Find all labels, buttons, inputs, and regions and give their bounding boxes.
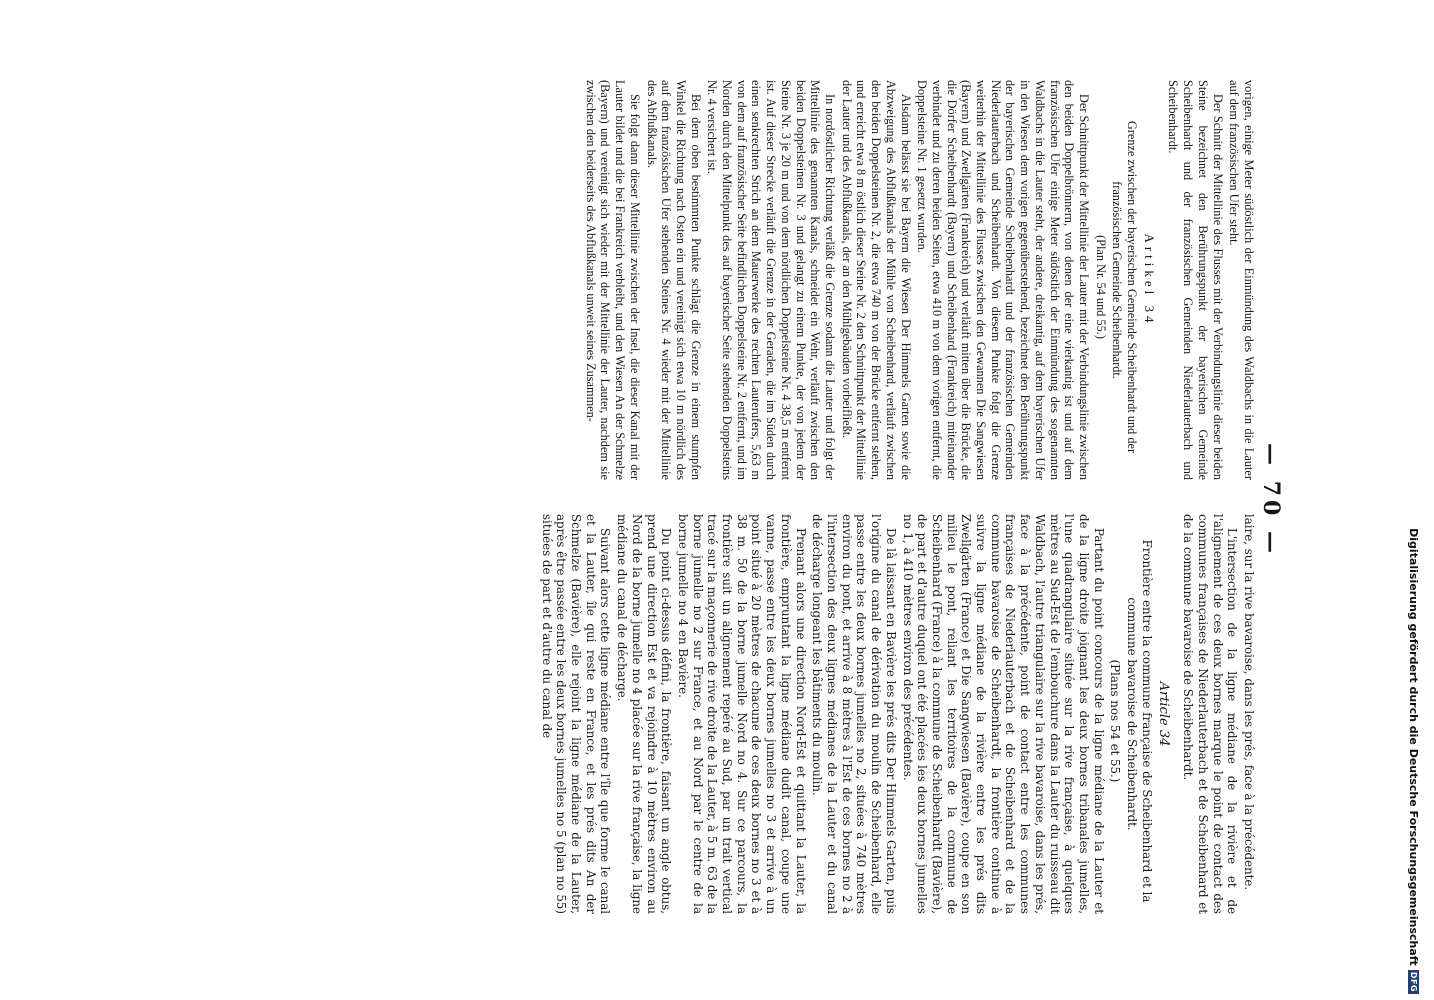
french-plan-reference: (Plans nos 54 et 55.) xyxy=(1108,659,1123,783)
french-intro: laire, sur la rive bavaroise, dans les prés, face à la précédente. xyxy=(1242,514,1256,891)
german-column xyxy=(581,80,1256,480)
german-paragraph-3: Alsdann belässt sie bei Bayern die Wiesen Der Himmels Garten sowie die Abzweigung des Abflußkanals der Mühle von Scheibenhard, verläuft zwischen den beiden Doppelsteinen Nr. 2, die etwa 740 m von der Brücke entfernt stehen, und erreicht etwa 8 m östlich dieser Steine Nr. 2 den Schnittpunkt der Mittellinie der Lauter und des Abflußkanals, der an den Mühlgebäuden vorbeifließt. xyxy=(839,80,913,480)
german-plan-reference: (Plan Nr. 54 und 55.) xyxy=(1093,235,1108,339)
credit-text: Digitalisierung gefördert durch die Deutsche Forschungsgemeinschaft xyxy=(1407,528,1421,966)
dfg-logo: DFG xyxy=(1409,971,1419,992)
page-number: — 70 — xyxy=(1258,443,1284,557)
german-article-heading: Artikel 34 xyxy=(1141,233,1157,327)
french-paragraph-4: Prenant alors une direction Nord-Est et quittant la Lauter, la frontière, empruntant la ligne médiane dudit canal, coupe une vanne, passe entre les deux bornes jumelles no 3 et arrive à un point situé à 20 mètres de chacune de ces deux bornes no 3 et à 38 m. 50 de la borne jumelle Nord no 4. Sur ce parcours, la frontière suit un alignement repéré au Sud, par un trait vertical tracé sur la maçonnerie de rive droite de la Lauter, à 5 m. 63 de la borne jumelle no 2 sur France, et au Nord par le centre de la borne jumelle no 4 en Bavière. xyxy=(675,514,808,914)
german-article-subtitle: Grenze zwischen der bayerischen Gemeinde Scheibenhardt und der französischen Gemeinde Scheibenhardt. xyxy=(1110,120,1140,454)
german-paragraph-6: Sie folgt dann dieser Mittellinie zwischen der Insel, die dieser Kanal mit der Lauter bildet und die bei Frankreich verbleibt, und den Wiesen An der Schmelze (Bayern) und vereinigt sich wieder mit der Mittellinie der Lauter, nachdem sie zwischen den beiderseits des Abflußkanals unweit seines Zusammen- xyxy=(583,80,642,480)
french-paragraph-3: De là laissant en Bavière les prés dits Der Himmels Garten, puis l'origine du canal de dérivation du moulin de Scheibenhard, elle passe entre les deux bornes jumelles no 2, situées à 740 mètres environ du pont, et arrive à 8 mètres à l'Est de ces bornes no 2 à l'intersection des deux lignes médianes de la Lauter et du canal de décharge longeant les bâtiments du moulin. xyxy=(810,514,898,914)
german-paragraph-4: In nordöstlicher Richtung verläßt die Grenze sodann die Lauter und folgt der Mittellinie des genannten Kanals, schneidet ein Wehr, verläuft zwischen den beiden Doppelsteinen Nr. 3 und gelangt zu einem Punkte, der von jedem der Steine Nr. 3 je 20 m und von dem nördlichen Doppelsteine Nr. 4 38,5 m entfernt ist. Auf dieser Strecke verläuft die Grenze in der Geraden, die im Süden durch einen senkrechten Strich an dem Mauerwerke des rechten Lauterufers, 5,63 m von dem auf französischer Seite befindlichen Doppelsteine Nr. 2 entfernt, und im Norden durch den Mittelpunkt des auf bayerischer Seite stehenden Doppelsteins Nr. 4 versichert ist. xyxy=(705,80,838,480)
german-paragraph-1: Der Schnitt der Mittellinie des Flusses mit der Verbindungslinie dieser beiden Steine bezeichnet den Berührungspunkt der bayerischen Gemeinde Scheibenhardt und der französischen Gemeinden Niederlauterbach und Scheibenhardt. xyxy=(1166,80,1225,480)
digitization-credit xyxy=(1394,0,1434,1000)
french-paragraph-5: Du point ci-dessus défini, la frontière, faisant un angle obtus, prend une direction Est et va rejoindre à 10 mètres environ au Nord de la borne jumelle no 4 placée sur la rive française, la ligne médiane du canal de décharge. xyxy=(615,514,674,914)
french-paragraph-2: Partant du point concours de la ligne médiane de la Lauter et de la ligne droite joignant les deux bornes tribanales jumelles, l'une quadrangulaire située sur la rive française, à quelques mètres au Sud-Est de l'embouchure dans la Lauter du ruisseau dit Waldbach, l'autre triangulaire sur la rive bavaroise, dans les prés, face à la précédente, point de contact entre les communes françaises de Niederlauterbach et de Scheibenhard et de la commune bavaroise de Scheibenhardt, la frontière continue à suivre la ligne médiane de la rivière entre les prés dits Zwellgärten (France) et Die Sangwiesen (Bavière), coupe en son milieu le pont, reliant les territoires de la commune de Scheibenhard (France) à la commune de Scheibenhardt (Bavière), de part et d'autre duquel ont été placées les deux bornes jumelles no 1, à 410 mètres environ des précédentes. xyxy=(900,514,1106,914)
french-article-subtitle: Frontière entre la commune française de Scheibenhard et la commune bavaroise de Scheibenhardt. xyxy=(1125,539,1154,903)
german-paragraph-2: Der Schnittpunkt der Mittellinie der Lauter mit der Verbindungslinie zwischen den beiden Doppelbrönnern, von denen der eine vierkantig ist und auf dem französischen Ufer einige Meter südöstlich der Einmündung des sogenannten Waldbachs in die Lauter steht, der andere, dreikantig, auf dem bayerischen Ufer in den Wiesen dem vorigen gegenüberstehend, bezeichnet den Berührungspunkt der bayerischen Gemeinde Scheibenhardt und der französischen Gemeinden Niederlauterbach und Scheibenhardt. Von diesem Punkte folgt die Grenze weiterhin der Mittellinie des Flusses zwischen den Gewannen Die Sangwiesen (Bayern) und Zwellgärten (Frankreich) und verläuft mitten über die Brücke, die die Dörfer Scheibenhardt (Bayern) und Scheibenhard (Frankreich) miteinander verbindet und zu deren beiden Seiten, etwa 410 m von dem vorigen entfernt, die Doppelsteine Nr. 1 gesetzt wurden. xyxy=(915,80,1091,481)
french-paragraph-1: L'intersection de la ligne médiane de la rivière et de l'alignement de ces deux bornes marque le point de contact des communes françaises de Niederlauterbach et de Scheibenhard et de la commune bavaroise de Scheibenhardt. xyxy=(1181,514,1240,914)
french-column xyxy=(537,514,1256,914)
german-intro: vorigen, einige Meter südöstlich der Einmündung des Waldbachs in die Lauter auf dem französischen Ufer steht. xyxy=(1227,80,1256,480)
french-article-heading: Article 34 xyxy=(1156,681,1172,747)
german-paragraph-5: Bei dem oben bestimmten Punkte schlägt die Grenze in einem stumpfen Winkel die Richtung nach Osten ein und vereinigt sich etwa 10 m nördlich des auf dem französischen Ufer stehenden Steines Nr. 4 wieder mit der Mittellinie des Abflußkanals. xyxy=(644,80,703,480)
french-paragraph-6: Suivant alors cette ligne médiane entre l'île que forme le canal et la Lauter, île qui reste en France, et les prés dits An der Schmelze (Bavière), elle rejoint la ligne médiane de la Lauter, après être passée entre les deux bornes jumelles no 5 (plan no 55) situées de part et d'autre du canal de xyxy=(539,514,613,914)
